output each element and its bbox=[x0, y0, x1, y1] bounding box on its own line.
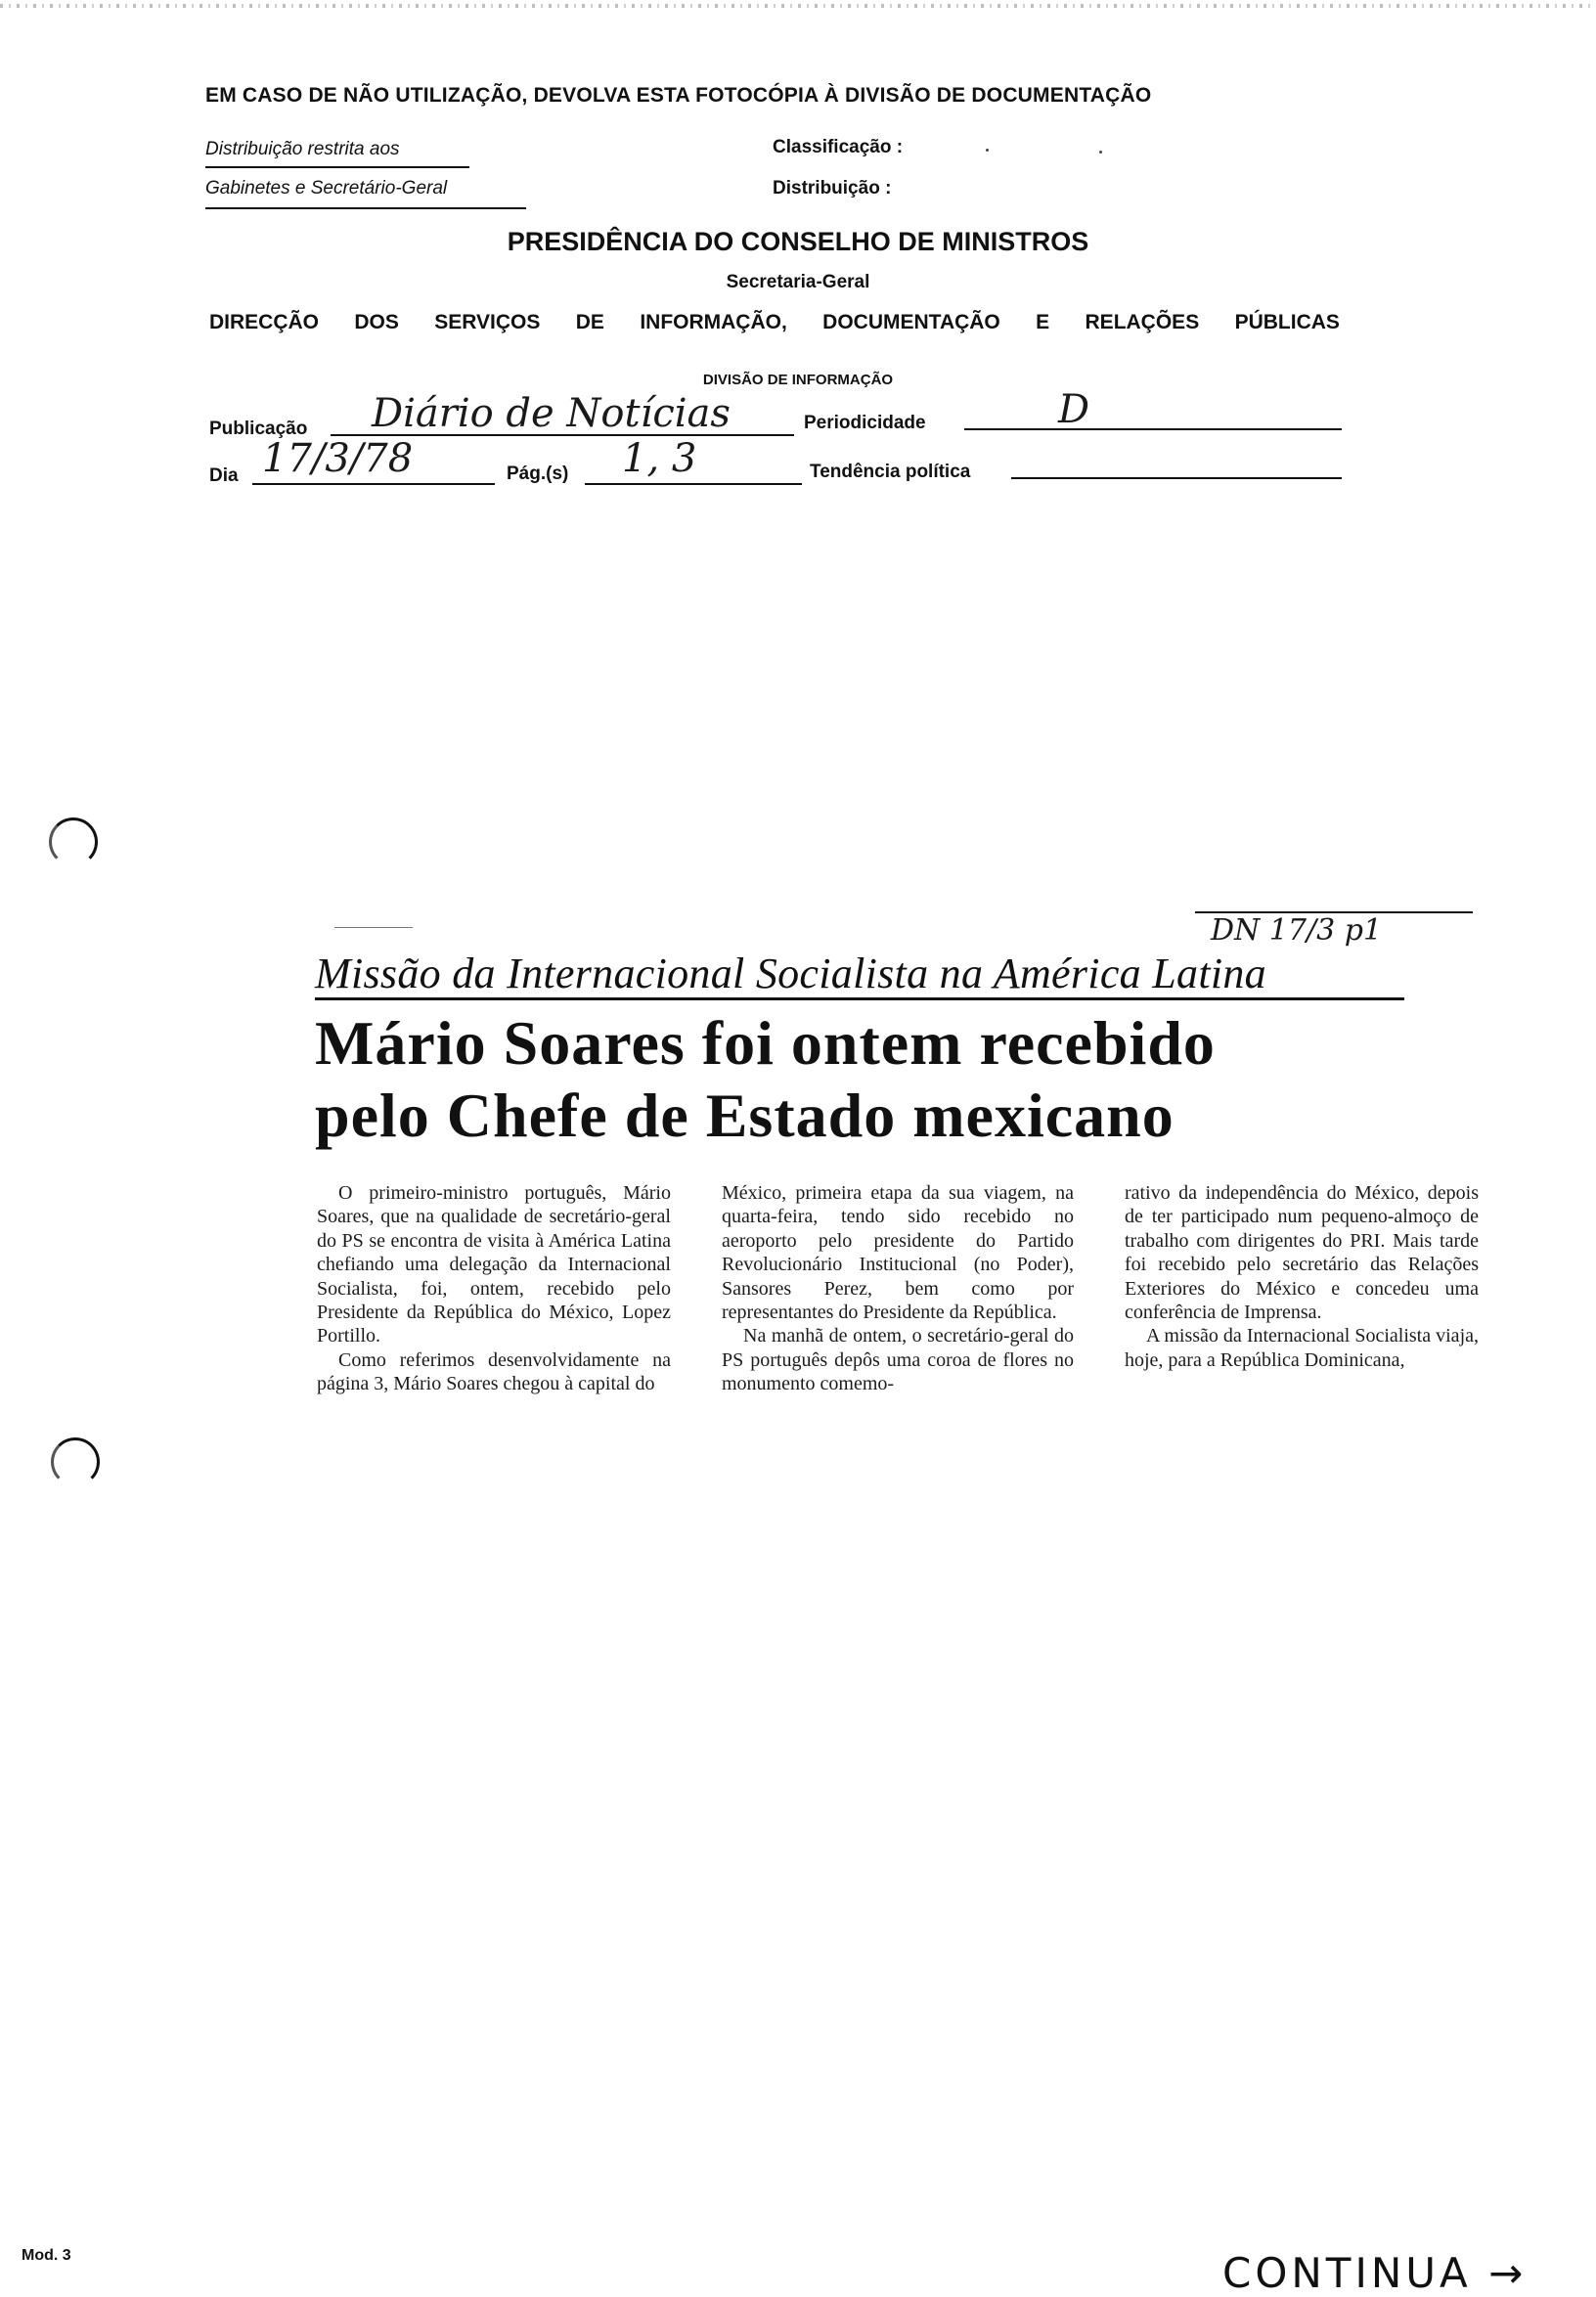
underline bbox=[205, 207, 526, 209]
dia-label: Dia bbox=[209, 465, 239, 486]
article-column-2 bbox=[722, 1181, 1074, 1396]
classificacao-label: Classificação : bbox=[773, 137, 904, 157]
article-paragraph: rativo da independência do México, depois de ter participado num pequeno-almoço de trabalho com dirigentes do PRI. Mais tarde foi recebido pelo secretário das Relações Exteriores do México e concedeu uma conferência de Imprensa. bbox=[1125, 1182, 1479, 1324]
continua-mark bbox=[1222, 2249, 1527, 2297]
scan-speck bbox=[1099, 151, 1102, 154]
continua-text: CONTINUA bbox=[1222, 2249, 1472, 2297]
direccao-word: DOCUMENTAÇÃO bbox=[822, 311, 1000, 333]
punch-hole bbox=[51, 1437, 100, 1486]
article-column-1 bbox=[317, 1181, 671, 1396]
direccao-word: DOS bbox=[354, 311, 399, 333]
direccao-word: E bbox=[1036, 311, 1050, 333]
distribution-restricted-line2: Gabinetes e Secretário-Geral bbox=[205, 178, 448, 199]
distribuicao-label: Distribuição : bbox=[773, 178, 892, 199]
presidencia-title: PRESIDÊNCIA DO CONSELHO DE MINISTROS bbox=[507, 227, 1089, 256]
headline-line: Mário Soares foi ontem recebido bbox=[315, 1008, 1216, 1078]
dia-handwritten: 17/3/78 bbox=[262, 436, 414, 481]
secretaria-geral: Secretaria-Geral bbox=[726, 272, 870, 292]
publicacao-handwritten: Diário de Notícias bbox=[372, 391, 731, 436]
divisao-informacao: DIVISÃO DE INFORMAÇÃO bbox=[702, 372, 894, 388]
article-kicker: Missão da Internacional Socialista na América Latina bbox=[315, 950, 1266, 997]
article-headline bbox=[315, 1007, 1216, 1152]
article-paragraph: Na manhã de ontem, o secretário-geral do PS português depôs uma coroa de flores no monumento comemo- bbox=[722, 1325, 1074, 1395]
underline bbox=[205, 166, 469, 168]
kicker-rule bbox=[315, 997, 1404, 1000]
article-paragraph: México, primeira etapa da sua viagem, na quarta-feira, tendo sido recebido no aeroporto pelo presidente do Partido Revolucionário Institucional (no Poder), Sansores Perez, bem como por representantes do Presidente da República. bbox=[722, 1182, 1074, 1324]
direccao-word: SERVIÇOS bbox=[434, 311, 541, 333]
direccao-title bbox=[209, 311, 1340, 334]
clipping-source-handwritten: DN 17/3 p1 bbox=[1211, 913, 1383, 948]
dia-line bbox=[252, 483, 495, 485]
direccao-word: RELAÇÕES bbox=[1085, 311, 1200, 333]
periodicidade-line bbox=[964, 428, 1342, 430]
pag-label: Pág.(s) bbox=[507, 464, 569, 484]
tendencia-line bbox=[1011, 477, 1342, 479]
return-notice-banner: EM CASO DE NÃO UTILIZAÇÃO, DEVOLVA ESTA FOTOCÓPIA À DIVISÃO DE DOCUMENTAÇÃO bbox=[205, 84, 1152, 107]
pag-handwritten: 1, 3 bbox=[622, 436, 697, 481]
headline-line: pelo Chefe de Estado mexicano bbox=[315, 1081, 1175, 1150]
periodicidade-handwritten: D bbox=[1058, 387, 1090, 432]
scan-dash bbox=[334, 927, 413, 928]
tendencia-label: Tendência política bbox=[810, 462, 971, 482]
article-paragraph: Como referimos desenvolvidamente na página 3, Mário Soares chegou à capital do bbox=[317, 1348, 671, 1395]
direccao-word: DIRECÇÃO bbox=[209, 311, 320, 333]
article-paragraph: O primeiro-ministro português, Mário Soares, que na qualidade de secretário-geral do PS se encontra de visita à América Latina chefiando uma delegação da Internacional Socialista, foi, ontem, recebido pelo Presidente da República do México, Lopez Portillo. bbox=[317, 1182, 671, 1347]
direccao-word: PÚBLICAS bbox=[1234, 311, 1340, 333]
article-paragraph: A missão da Internacional Socialista viaja, hoje, para a República Dominicana, bbox=[1125, 1325, 1479, 1371]
direccao-word: INFORMAÇÃO, bbox=[640, 311, 787, 333]
scan-noise-strip bbox=[0, 4, 1596, 8]
punch-hole bbox=[49, 817, 98, 866]
direccao-word: DE bbox=[575, 311, 604, 333]
form-model-number: Mod. 3 bbox=[22, 2247, 71, 2264]
publicacao-label: Publicação bbox=[209, 419, 308, 439]
article-column-3 bbox=[1125, 1181, 1479, 1372]
arrow-right-icon: → bbox=[1488, 2249, 1528, 2297]
scan-speck bbox=[986, 149, 989, 152]
distribution-restricted-line1: Distribuição restrita aos bbox=[205, 139, 400, 159]
pag-line bbox=[585, 483, 802, 485]
periodicidade-label: Periodicidade bbox=[804, 413, 926, 433]
